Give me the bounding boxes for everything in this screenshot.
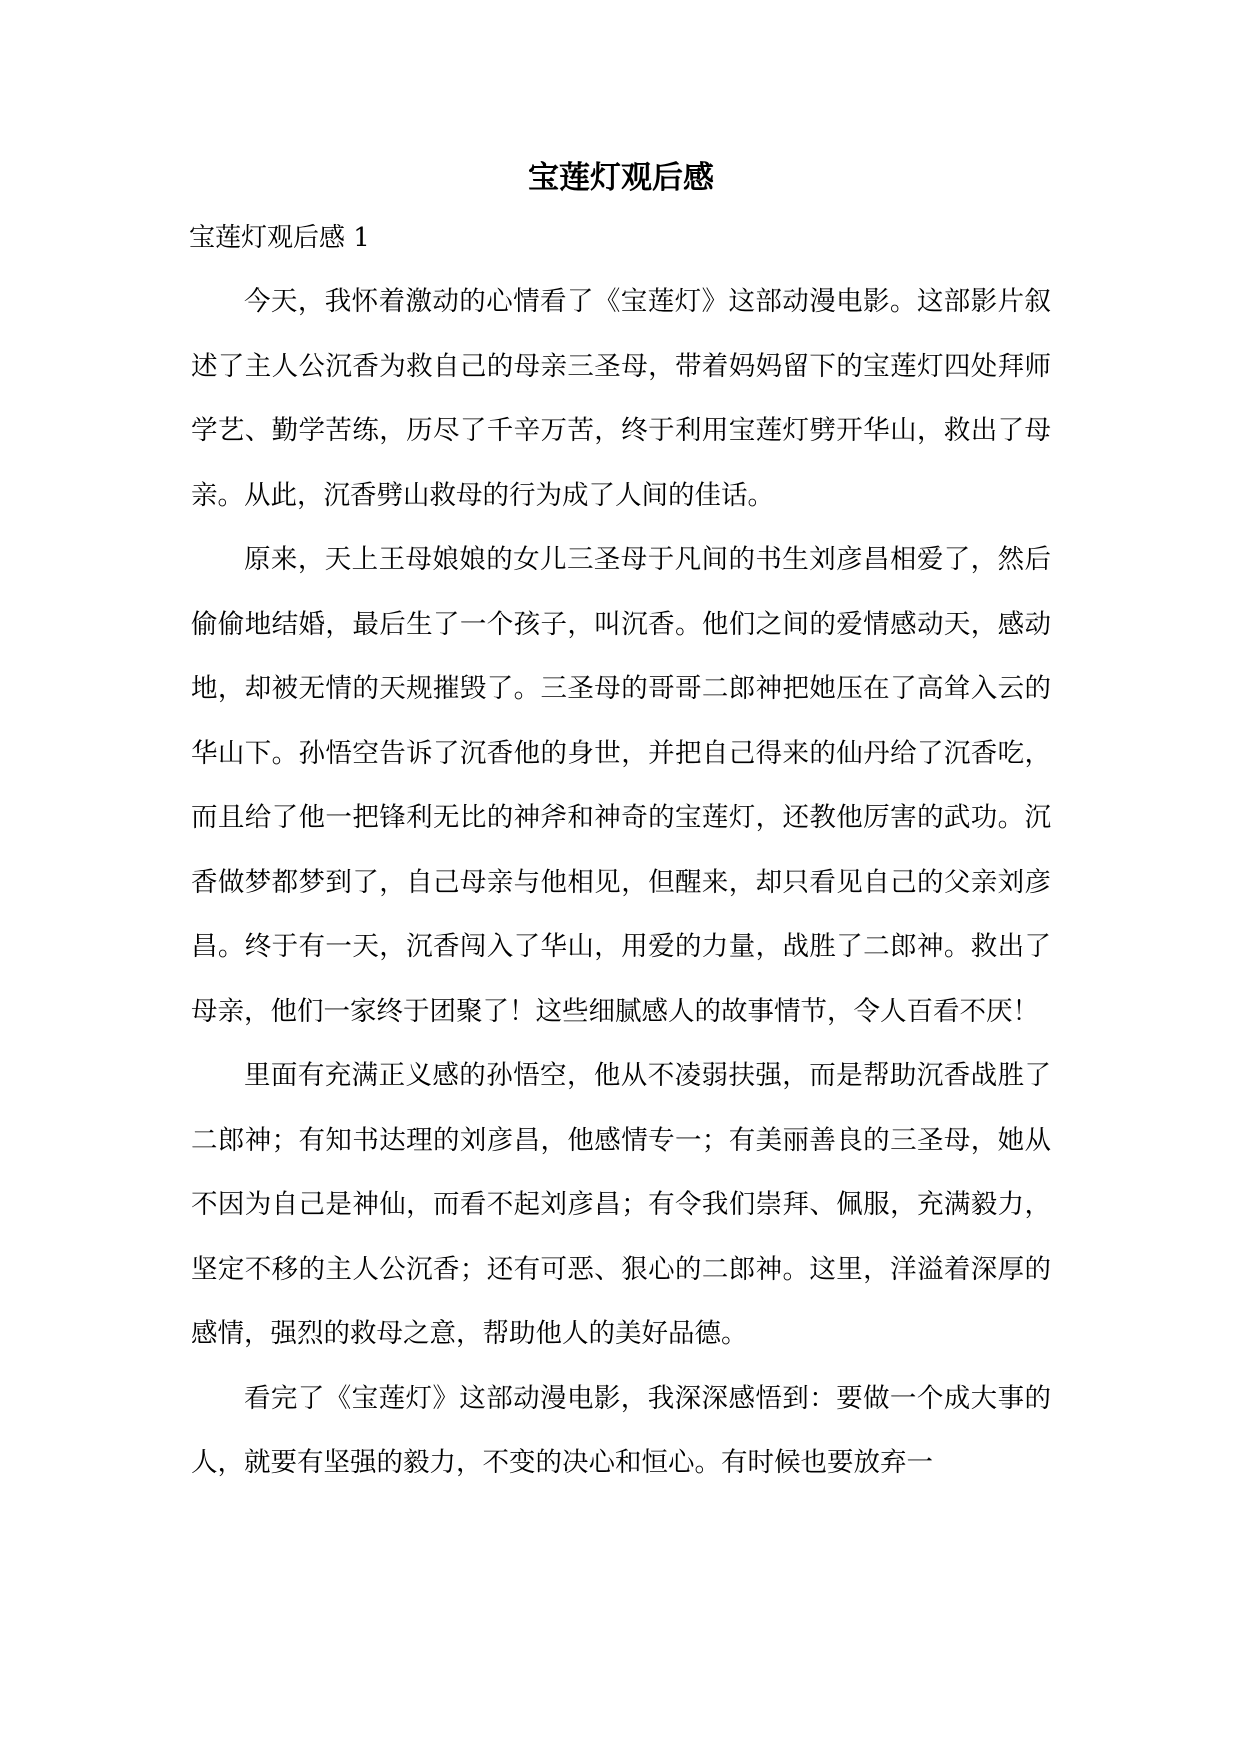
section-heading: 宝莲灯观后感 1 <box>189 223 370 253</box>
document-page <box>191 150 1051 1496</box>
paragraph-1: 今天，我怀着激动的心情看了《宝莲灯》这部动漫电影。这部影片叙述了主人公沉香为救自己的母亲三圣母，带着妈妈留下的宝莲灯四处拜师学艺、勤学苦练，历尽了千辛万苦，终于利用宝莲灯劈开华山，救出了母亲。从此，沉香劈山救母的行为成了人间的佳话。 <box>191 286 1051 511</box>
paragraph-3: 里面有充满正义感的孙悟空，他从不凌弱扶强，而是帮助沉香战胜了二郎神；有知书达理的刘彦昌，他感情专一；有美丽善良的三圣母，她从不因为自己是神仙，而看不起刘彦昌；有令我们崇拜、佩服，充满毅力，坚定不移的主人公沉香；还有可恶、狠心的二郎神。这里，洋溢着深厚的感情，强烈的救母之意，帮助他人的美好品德。 <box>191 1060 1051 1349</box>
document-title: 宝莲灯观后感 <box>528 160 714 196</box>
paragraph-4: 看完了《宝莲灯》这部动漫电影，我深深感悟到：要做一个成大事的人，就要有坚强的毅力，不变的决心和恒心。有时候也要放弃一 <box>191 1382 1051 1478</box>
paragraph-2: 原来，天上王母娘娘的女儿三圣母于凡间的书生刘彦昌相爱了，然后偷偷地结婚，最后生了一个孩子，叫沉香。他们之间的爱情感动天，感动地，却被无情的天规摧毁了。三圣母的哥哥二郎神把她压在了高耸入云的华山下。孙悟空告诉了沉香他的身世，并把自己得来的仙丹给了沉香吃，而且给了他一把锋利无比的神斧和神奇的宝莲灯，还教他厉害的武功。沉香做梦都梦到了，自己母亲与他相见，但醒来，却只看见自己的父亲刘彦昌。终于有一天，沉香闯入了华山，用爱的力量，战胜了二郎神。救出了母亲，他们一家终于团聚了！这些细腻感人的故事情节，令人百看不厌！ <box>191 544 1051 1027</box>
